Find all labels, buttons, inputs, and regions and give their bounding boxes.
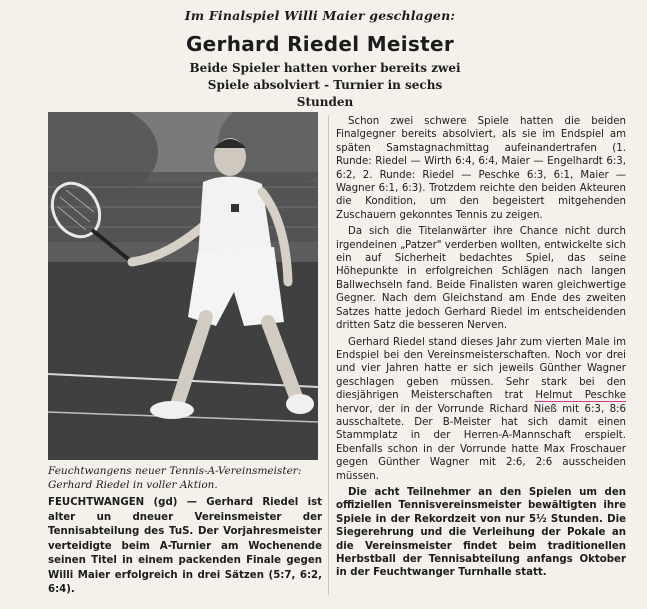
lead-text: Gerhard Riedel ist alter un dneuer Vereinsmeister der Tennisabteilung des TuS. Der Vorjahresmeister verteidigte beim A-Turnier am Wochenende seinen Titel in einem packenden Finale gegen Willi Maier erfolgreich in drei Sätzen (5:7, 6:2, 6:4).	[48, 497, 323, 595]
player-shoe-right	[286, 394, 314, 414]
paragraph-3-start: Gerhard Riedel stand dieses Jahr zum vierten Male im Endspiel bei den Vereinsmeisterschaften. Noch vor drei und vier Jahren hatte er sich jeweils Günther Wagner geschlagen geben müssen. Sehr stark bei den diesjährigen Meisterschaften trat	[336, 336, 626, 402]
article-body	[336, 115, 626, 583]
tennis-player-illustration	[48, 112, 318, 460]
body-paragraph-1: Schon zwei schwere Spiele hatten die beiden Finalgegner bereits absolviert, als sie im Endspiel am späten Samstagnachmittag aufeinandertrafen (1. Runde: Riedel — Wirth 6:4, 6:4, Maier — Engelhardt 6:3, 6:2, 2. Runde: Riedel — Peschke 6:3, 6:1, Maier — Wagner 6:1, 6:3). Trotzdem reichte den beiden Akteuren die Kondition, um den begeistert mitgehenden Zuschauern gekonntes Tennis zu zeigen.	[336, 116, 626, 221]
player-shoe-left	[150, 401, 194, 419]
article-subhead	[185, 60, 465, 111]
body-paragraph-2: Da sich die Titelanwärter ihre Chance nicht durch irgendeinen „Patzer" verderben wollten, entwickelte sich ein auf Sicherheit bedachtes Spiel, das seine Höhepunkte in erfolgreichen Schlägen nach langen Ballwechseln fand. Beide Finalisten waren gleichwertige Gegner. Nach dem Gleichstand am Ende des zweiten Satzes hatte jedoch Gerhard Riedel im entscheidenden dritten Satz die besseren Nerven.	[336, 226, 626, 332]
subhead-line-2: Spiele absolviert - Turnier in sechs Stunden	[207, 78, 443, 109]
player-shirt-emblem	[231, 204, 239, 212]
highlighted-name: Helmut Peschke	[535, 390, 626, 402]
article-headline: Gerhard Riedel Meister	[185, 32, 455, 56]
article-lead	[48, 496, 322, 598]
body-paragraph-3	[336, 336, 626, 483]
subhead-line-1: Beide Spieler hatten vorher bereits zwei	[189, 61, 461, 75]
photo-caption: Feuchtwangens neuer Tennis-A-Vereinsmeister: Gerhard Riedel in voller Aktion.	[48, 465, 302, 491]
body-paragraph-4: Die acht Teilnehmer an den Spielen um den offiziellen Tennisvereinsmeister bewältigten ihre Spiele in der Rekordzeit von nur 5½ Stunden. Die Siegerehrung und die Verleihung der Pokale an die Vereinsmeister findet beim traditionellen Herbstball der Tennisabteilung anfangs Oktober in der Feuchtwanger Turnhalle statt.	[336, 486, 626, 579]
lead-dateline: FEUCHTWANGEN (gd) —	[48, 497, 197, 508]
column-divider	[328, 115, 329, 595]
article-photo	[48, 112, 318, 460]
paragraph-3-end: hervor, der in der Vorrunde Richard Nieß mit 6:3, 8:6 ausschaltete. Der B-Meister hat sich damit einen Stammplatz in der Herren-A-Mannschaft erspielt. Ebenfalls schon in der Vorrunde hatte Max Froschauer gegen Günther Wagner mit 2:6, 2:6 ausscheiden müssen.	[336, 403, 626, 482]
article-kicker: Im Finalspiel Willi Maier geschlagen:	[184, 8, 456, 23]
